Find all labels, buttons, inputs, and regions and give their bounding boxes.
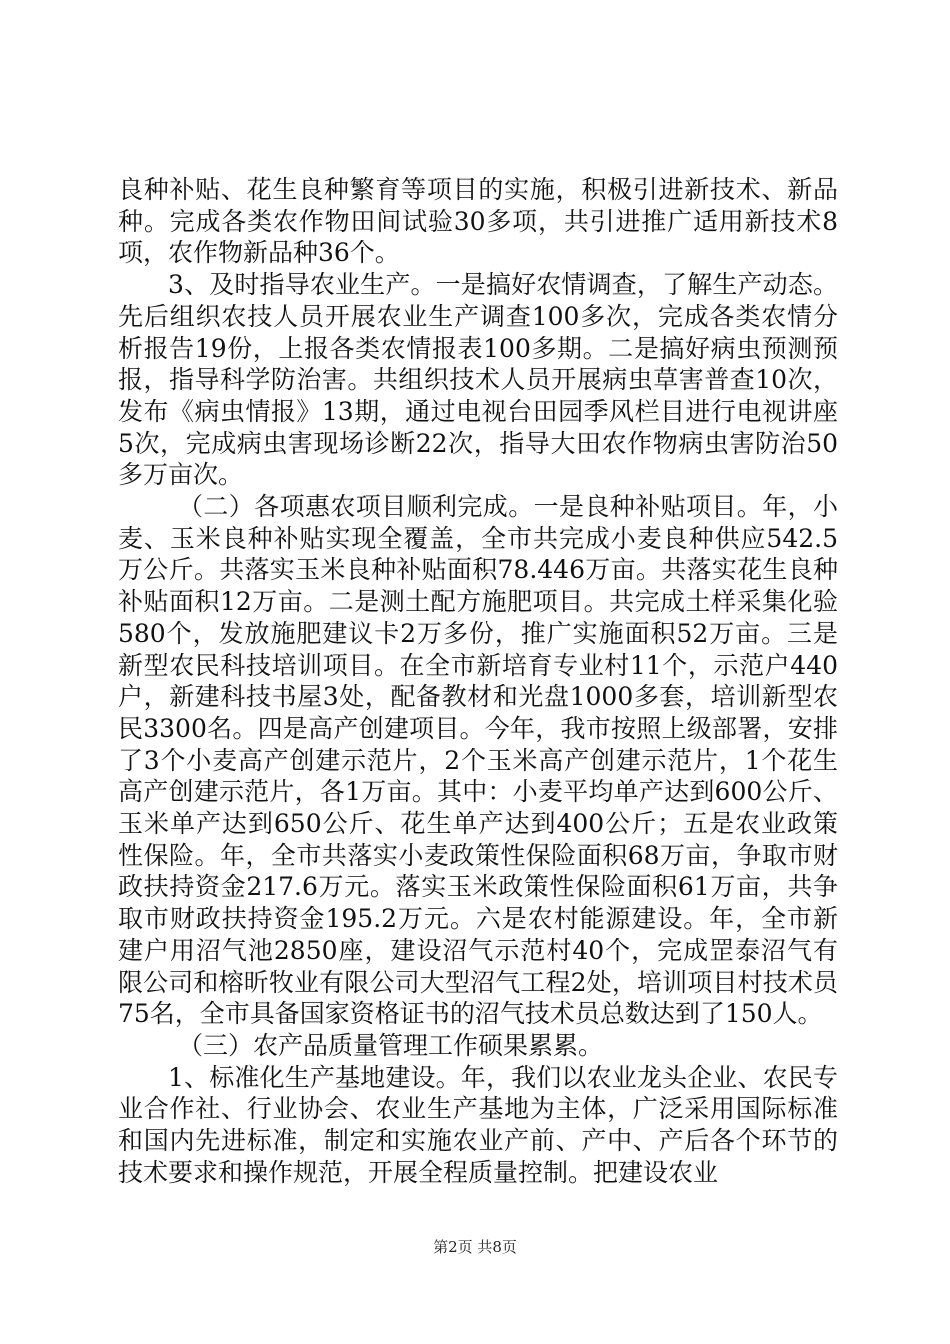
page-footer: 第2页 共8页 <box>433 1238 517 1256</box>
document-body <box>118 174 838 1189</box>
paragraph-standardization: 1、标准化生产基地建设。年，我们以农业龙头企业、农民专业合作社、行业协会、农业生产基地为主体，广泛采用国际标准和国内先进标准，制定和实施农业产前、产中、产后各个环节的技术要求和操作规范，开展全程质量控制。把建设农业 <box>118 1062 838 1187</box>
paragraph-section-3: 3、及时指导农业生产。一是搞好农情调查，了解生产动态。先后组织农技人员开展农业生产调查100多次，完成各类农情分析报告19份，上报各类农情报表100多期。二是搞好病虫预测预报，指导科学防治害。共组织技术人员开展病虫草害普查10次，发布《病虫情报》13期，通过电视台田园季风栏目进行电视讲座5次，完成病虫害现场诊断22次，指导大田农作物病虫害防治50多万亩次。 <box>118 270 838 490</box>
paragraph-continuation: 良种补贴、花生良种繁育等项目的实施，积极引进新技术、新品种。完成各类农作物田间试验30多项，共引进推广适用新技术8项，农作物新品种36个。 <box>118 175 838 268</box>
paragraph-section-3-heading: （三）农产品质量管理工作硕果累累。 <box>178 1030 604 1060</box>
paragraph-section-2-projects: （二）各项惠农项目顺利完成。一是良种补贴项目。年，小麦、玉米良种补贴实现全覆盖，全市共完成小麦良种供应542.5万公斤。共落实玉米良种补贴面积78.446万亩。共落实花生良种补贴面积12万亩。二是测土配方施肥项目。共完成土样采集化验580个，发放施肥建议卡2万多份，推广实施面积52万亩。三是新型农民科技培训项目。在全市新培育专业村11个，示范户440户，新建科技书屋3处，配备教材和光盘1000多套，培训新型农民3300名。四是高产创建项目。今年，我市按照上级部署，安排了3个小麦高产创建示范片，2个玉米高产创建示范片，1个花生高产创建示范片，各1万亩。其中：小麦平均单产达到600公斤、玉米单产达到650公斤、花生单产达到400公斤；五是农业政策性保险。年，全市共落实小麦政策性保险面积68万亩，争取市财政扶持资金217.6万元。落实玉米政策性保险面积61万亩，共争取市财政扶持资金195.2万元。六是农村能源建设。年，全市新建户用沼气池2850座，建设沼气示范村40个，完成罡泰沼气有限公司和榕昕牧业有限公司大型沼气工程2处，培训项目村技术员75名，全市具备国家资格证书的沼气技术员总数达到了150人。 <box>118 492 838 1029</box>
